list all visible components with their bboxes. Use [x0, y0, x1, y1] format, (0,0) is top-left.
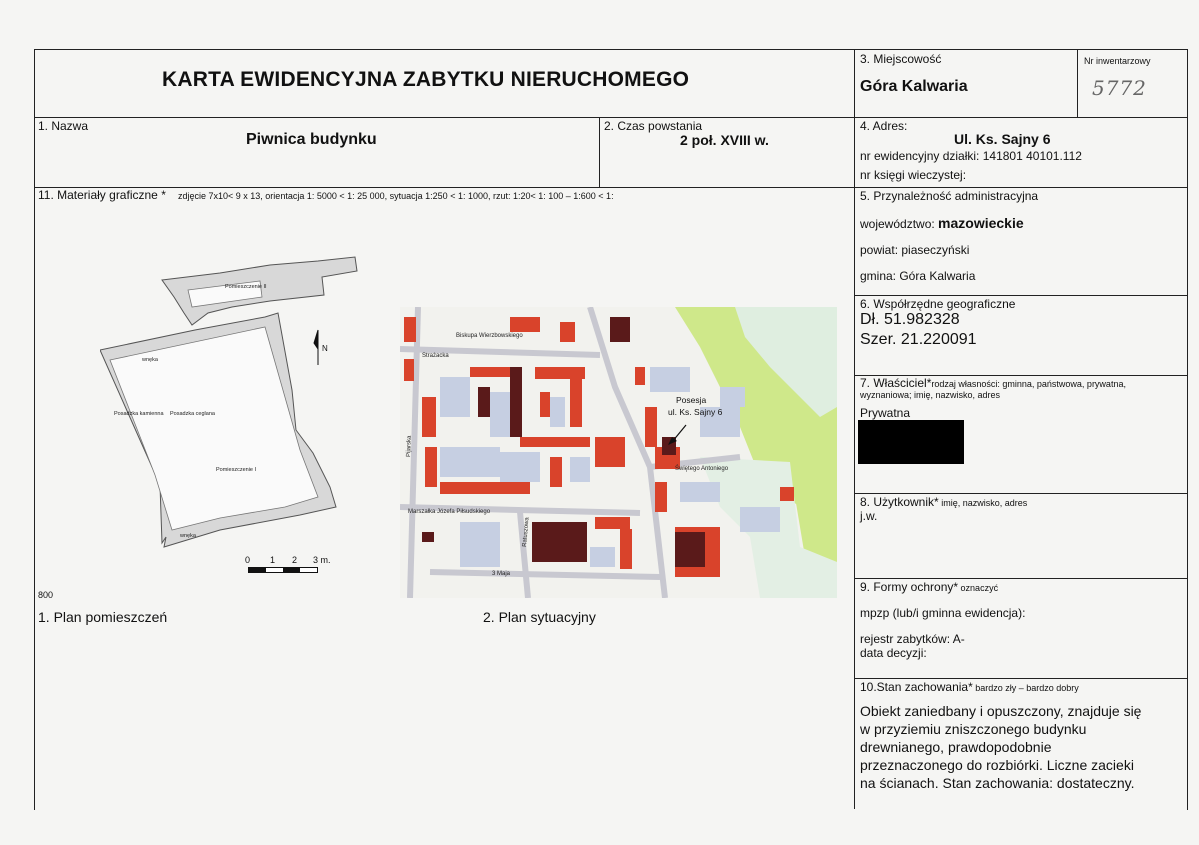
- condition-line: na ścianach. Stan zachowania: dostateczny.: [860, 775, 1135, 791]
- card-title: KARTA EWIDENCYJNA ZABYTKU NIERUCHOMEGO: [162, 68, 690, 91]
- map-posesja-address: ul. Ks. Sajny 6: [668, 407, 723, 417]
- geo-longitude: Dł. 51.982328: [860, 311, 960, 328]
- condition-line: drewnianego, prawdopodobnie: [860, 739, 1052, 755]
- plan-label-room2: Pomieszczenie II: [225, 284, 267, 290]
- map-street-label: Świętego Antoniego: [675, 466, 729, 472]
- address-label: 4. Adres:: [860, 119, 908, 133]
- plan2-caption: 2. Plan sytuacyjny: [483, 609, 596, 625]
- condition-line: w przyziemiu zniszczonego budynku: [860, 721, 1087, 737]
- county: powiat: piaseczyński: [860, 243, 970, 257]
- row-divider: [34, 117, 1187, 118]
- scale-1: 1: [270, 555, 276, 565]
- scale-2: 2: [292, 555, 298, 565]
- graphics-label: 11. Materiały graficzne *: [38, 188, 166, 202]
- row-divider: [854, 578, 1187, 579]
- protection-label: 9. Formy ochrony* oznaczyć: [860, 580, 999, 594]
- north-arrow: [314, 330, 318, 365]
- plot-number: nr ewidencyjny działki: 141801 40101.112: [860, 149, 1082, 163]
- time-label: 2. Czas powstania: [604, 119, 703, 133]
- inventory-value: 5772: [1092, 76, 1147, 100]
- owner-label: 7. Właściciel*rodzaj własności: gminna, państwowa, prywatna,: [860, 376, 1126, 390]
- name-value: Piwnica budynku: [246, 131, 377, 148]
- scale-0: 0: [245, 555, 251, 565]
- map-street-label: Ratuszowa: [522, 517, 531, 548]
- plan-label-floor-stone: Posadzka kamienna: [114, 411, 164, 417]
- map-street-label: 3 Maja: [492, 571, 511, 577]
- commune: gmina: Góra Kalwaria: [860, 269, 976, 283]
- map-street-label: Biskupa Wierzbowskiego: [456, 333, 523, 339]
- redaction-block: [858, 420, 964, 464]
- user-label: 8. Użytkownik* imię, nazwisko, adres: [860, 495, 1028, 509]
- map-street-label: Strażacka: [422, 353, 449, 359]
- plan-label-niche-bottom: wnęka: [180, 533, 196, 539]
- floor-plan: [100, 225, 360, 585]
- decision-date: data decyzji:: [860, 646, 927, 660]
- condition-label: 10.Stan zachowania* bardzo zły – bardzo dobry: [860, 680, 1079, 694]
- graphics-note: zdjęcie 7x10< 9 x 13, orientacja 1: 5000 < 1: 25 000, sytuacja 1:250 < 1: 1000, rzut: 1:20< 1: 100 – 1:600 < 1:: [178, 191, 614, 201]
- name-label: 1. Nazwa: [38, 119, 89, 133]
- time-value: 2 poł. XVIII w.: [680, 132, 769, 148]
- plan1-caption: 1. Plan pomieszczeń: [38, 609, 168, 625]
- land-register: nr księgi wieczystej:: [860, 168, 967, 182]
- geo-latitude: Szer. 21.220091: [860, 331, 977, 348]
- admin-label: 5. Przynależność administracyjna: [860, 189, 1039, 203]
- inventory-label: Nr inwentarzowy: [1084, 56, 1151, 66]
- address-value: Ul. Ks. Sajny 6: [954, 131, 1051, 147]
- mpzp: mpzp (lub/i gminna ewidencja):: [860, 606, 1026, 620]
- geo-label: 6. Współrzędne geograficzne: [860, 297, 1016, 311]
- col-divider: [1077, 49, 1078, 117]
- scale-3: 3 m.: [313, 555, 331, 565]
- col-divider: [854, 49, 855, 809]
- north-label: N: [322, 344, 328, 353]
- place-value: Góra Kalwaria: [860, 78, 968, 95]
- place-label: 3. Miejscowość: [860, 52, 942, 66]
- owner-value: Prywatna: [860, 406, 911, 420]
- map-street-label: Pijarska: [406, 435, 413, 458]
- map-posesja: Posesja: [676, 395, 707, 405]
- plan-label-room1: Pomieszczenie I: [216, 467, 257, 473]
- condition-line: przeznaczonego do rozbiórki. Liczne zacieki: [860, 757, 1134, 773]
- row-divider: [854, 493, 1187, 494]
- owner-note: wyznaniowa; imię, nazwisko, adres: [860, 390, 1001, 400]
- side-number: 800: [38, 590, 54, 600]
- row-divider: [34, 187, 1187, 188]
- register: rejestr zabytków: A-: [860, 632, 965, 646]
- row-divider: [854, 678, 1187, 679]
- user-value: j.w.: [860, 509, 878, 523]
- condition-line: Obiekt zaniedbany i opuszczony, znajduje się: [860, 703, 1142, 719]
- row-divider: [854, 295, 1187, 296]
- col-divider: [599, 117, 600, 187]
- situation-map: [400, 307, 837, 598]
- map-street-label: Marszałka Józefa Piłsudskiego: [408, 509, 491, 515]
- plan-label-niche-top: wnęka: [142, 357, 158, 363]
- voivodeship: województwo: mazowieckie: [860, 215, 1024, 231]
- plan-label-floor-brick: Posadzka ceglana: [170, 411, 215, 417]
- scale-bar: [248, 567, 318, 573]
